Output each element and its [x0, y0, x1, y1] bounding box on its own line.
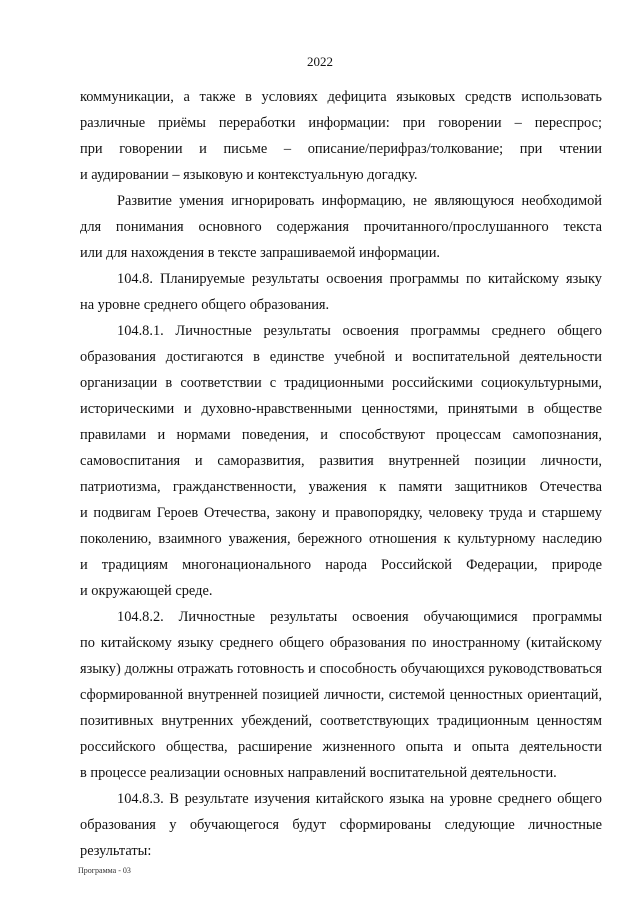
text-line: различные приёмы переработки информации: при говорении – переспрос;	[80, 115, 602, 131]
text-line: патриотизма, гражданственности, уважения к памяти защитников Отечества	[80, 479, 602, 495]
text-line: и аудировании – языковую и контекстуальную догадку.	[80, 167, 418, 183]
text-line: при говорении и письме – описание/перифраз/толкование; при чтении	[80, 141, 602, 157]
section-heading-line: 104.8. Планируемые результаты освоения программы по китайскому языку	[117, 271, 602, 287]
text-line: организации в соответствии с традиционными российскими социокультурными,	[80, 375, 602, 391]
text-line: образования достигаются в единстве учебной и воспитательной деятельности	[80, 349, 602, 365]
text-line: 104.8.1. Личностные результаты освоения программы среднего общего	[117, 323, 602, 339]
text-line: историческими и духовно-нравственными ценностями, принятыми в обществе	[80, 401, 602, 417]
text-line: образования у обучающегося будут сформированы следующие личностные	[80, 817, 602, 833]
text-line: 104.8.3. В результате изучения китайского языка на уровне среднего общего	[117, 791, 602, 807]
page-footer: Программа - 03	[78, 866, 131, 875]
text-line: Развитие умения игнорировать информацию, не являющуюся необходимой	[117, 193, 602, 209]
text-line: результаты:	[80, 843, 152, 859]
text-line: в процессе реализации основных направлений воспитательной деятельности.	[80, 765, 557, 781]
text-line: 104.8.2. Личностные результаты освоения обучающимися программы	[117, 609, 602, 625]
text-line: российского общества, расширение жизненного опыта и опыта деятельности	[80, 739, 602, 755]
text-line: для понимания основного содержания прочитанного/прослушанного текста	[80, 219, 602, 235]
text-line: или для нахождения в тексте запрашиваемой информации.	[80, 245, 441, 261]
text-line: поколению, взаимного уважения, бережного отношения к культурному наследию	[80, 531, 602, 547]
text-line: позитивных внутренних убеждений, соответствующих традиционным ценностям	[80, 713, 602, 729]
text-line: правилами и нормами поведения, и способствуют процессам самопознания,	[80, 427, 602, 443]
text-line: и окружающей среде.	[80, 583, 213, 599]
section-heading-line: на уровне среднего общего образования.	[80, 297, 330, 313]
text-line: и подвигам Героев Отечества, закону и правопорядку, человеку труда и старшему	[80, 505, 602, 521]
text-line: языку) должны отражать готовность и способность обучающихся руководствоваться	[80, 661, 602, 677]
text-line: коммуникации, а также в условиях дефицита языковых средств использовать	[80, 89, 602, 105]
page-number: 2022	[307, 54, 333, 69]
text-line: по китайскому языку среднего общего образования по иностранному (китайскому	[80, 635, 602, 651]
text-line: самовоспитания и саморазвития, развития внутренней позиции личности,	[80, 453, 602, 469]
text-line: сформированной внутренней позицией личности, системой ценностных ориентаций,	[80, 687, 602, 703]
text-line: и традициям многонационального народа Российской Федерации, природе	[80, 557, 602, 573]
